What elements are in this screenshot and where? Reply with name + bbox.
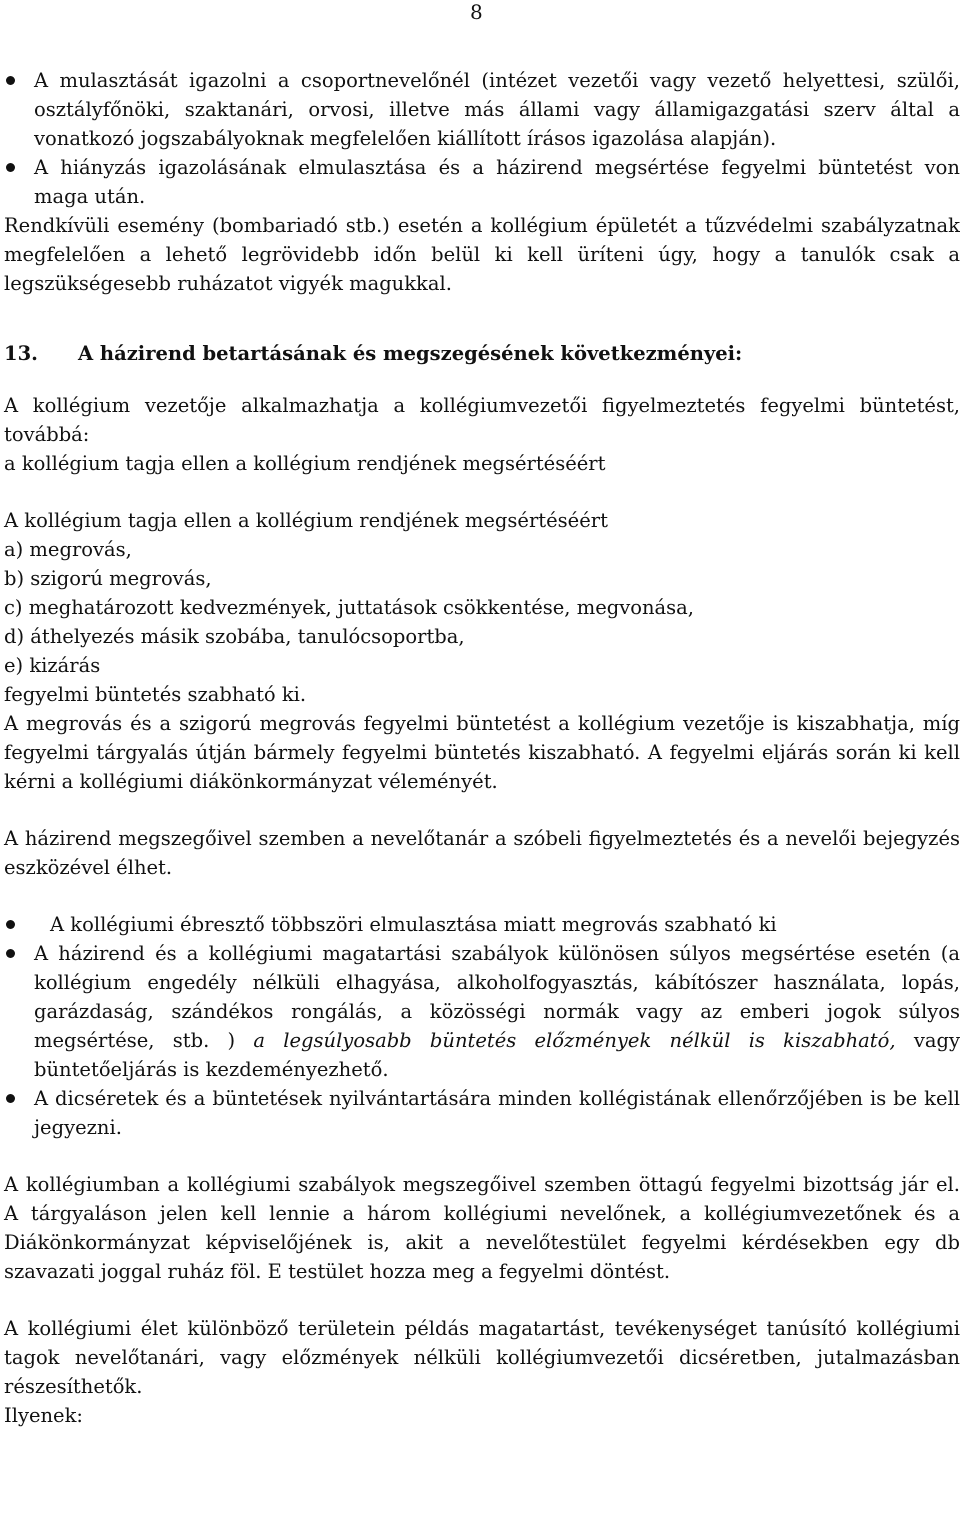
emergency-paragraph: Rendkívüli esemény (bombariadó stb.) esetén a kollégium épületét a tűzvédelmi szabályzatnak megfelelően a lehető legrövidebb időn belül ki kell üríteni úgy, hogy a tanulók csak a legszükségesebb ruházatot vigyék magukkal. [4, 214, 960, 295]
educator-paragraph: A házirend megszegőivel szemben a nevelőtanár a szóbeli figyelmeztetés és a nevelői bejegyzés eszközével élhet. [4, 827, 960, 879]
bullet-item-wakeup [4, 910, 960, 939]
bullet-text: A mulasztását igazolni a csoportnevelőnél (intézet vezetői vagy vezető helyettesi, szülői, osztályfőnöki, szaktanári, orvosi, illetve más állami vagy államigazgatási szerv által a vonatkozó jogszabályoknak megfelelően kiállított írásos igazolása alapján). [34, 69, 960, 150]
bullet-text: A kollégiumi ébresztő többszöri elmulasztása miatt megrovás szabható ki [50, 913, 777, 936]
bullet-item-records [4, 1084, 960, 1142]
bullet-text: A házirend és a kollégiumi magatartási szabályok különösen súlyos megsértése esetén (a kollégium engedély nélküli elhagyása, alkoholfogyasztás, kábítószer használata, lopás, garázdaság, szándékos rongálás, a közösségi normák vagy az emberi jogok súlyos megsértése, stb. ) [34, 942, 960, 1052]
bullet-icon [6, 949, 15, 958]
bullet-text: A dicséretek és a büntetések nyilvántartására minden kollégistának ellenőrzőjében is be kell jegyezni. [34, 1087, 960, 1139]
intro-paragraph [4, 391, 960, 478]
bullet-text-emphasis: a legsúlyosabb büntetés előzmények nélkül is kiszabható, [253, 1029, 896, 1052]
page-number: 8 [470, 0, 483, 24]
bullet-icon [6, 1094, 15, 1103]
sanctions-lead: A kollégium tagja ellen a kollégium rendjének megsértéséért [4, 509, 608, 532]
section-number: 13. [4, 342, 38, 365]
bullet-item-serious-violation [4, 939, 960, 1084]
section-heading [4, 339, 960, 368]
committee-paragraph: A kollégiumban a kollégiumi szabályok megszegőivel szemben öttagú fegyelmi bizottság jár el. A tárgyaláson jelen kell lennie a három kollégiumi nevelőnek, a kollégiumvezetőnek és a Diákönkormányzat képviselőjének is, akit a nevelőtestület fegyelmi kérdésekben egy db szavazati joggal ruház föl. E testület hozza meg a fegyelmi döntést. [4, 1173, 960, 1283]
spacer [4, 1142, 960, 1170]
bullet-text-tail: vagy büntetőeljárás is kezdeményezhető. [34, 1029, 960, 1081]
sanction-item: c) meghatározott kedvezmények, juttatások csökkentése, megvonása, [4, 596, 694, 619]
final-line: Ilyenek: [4, 1404, 83, 1427]
rules-bullet-list [4, 910, 960, 1142]
intro-line-1: A kollégium vezetője alkalmazhatja a kollégiumvezetői figyelmeztetés fegyelmi büntetést, továbbá: [4, 394, 960, 446]
sanction-item: d) áthelyezés másik szobába, tanulócsoportba, [4, 625, 465, 648]
sanctions-note: A megrovás és a szigorú megrovás fegyelmi büntetést a kollégium vezetője is kiszabhatja, míg fegyelmi tárgyalás útján bármely fegyelmi büntetés kiszabható. A fegyelmi eljárás során ki kell kérni a kollégiumi diákönkormányzat véleményét. [4, 712, 960, 793]
sanction-item: e) kizárás [4, 654, 101, 677]
sanction-item: b) szigorú megrovás, [4, 567, 212, 590]
spacer [4, 882, 960, 910]
bullet-item-absence-justification [4, 66, 960, 153]
document-body [4, 66, 960, 1430]
sanctions-closing: fegyelmi büntetés szabható ki. [4, 683, 307, 706]
intro-line-2: a kollégium tagja ellen a kollégium rendjének megsértéséért [4, 452, 606, 475]
bullet-item-absence-consequence [4, 153, 960, 211]
top-bullet-list [4, 66, 960, 211]
spacer [4, 478, 960, 506]
sanction-item: a) megrovás, [4, 538, 132, 561]
bullet-icon [6, 920, 15, 929]
praise-paragraph: A kollégiumi élet különböző területein példás magatartást, tevékenységet tanúsító kollégiumi tagok nevelőtanári, vagy előzmények nélküli kollégiumvezetői dicséretben, jutalmazásban részesíthetők. [4, 1317, 960, 1398]
bullet-icon [6, 76, 15, 85]
bullet-text: A hiányzás igazolásának elmulasztása és a házirend megsértése fegyelmi büntetést von maga után. [34, 156, 960, 208]
sanctions-block [4, 506, 960, 796]
section-title: A házirend betartásának és megszegésének következményei: [78, 342, 743, 365]
bullet-icon [6, 163, 15, 172]
spacer [4, 796, 960, 824]
spacer [4, 1286, 960, 1314]
